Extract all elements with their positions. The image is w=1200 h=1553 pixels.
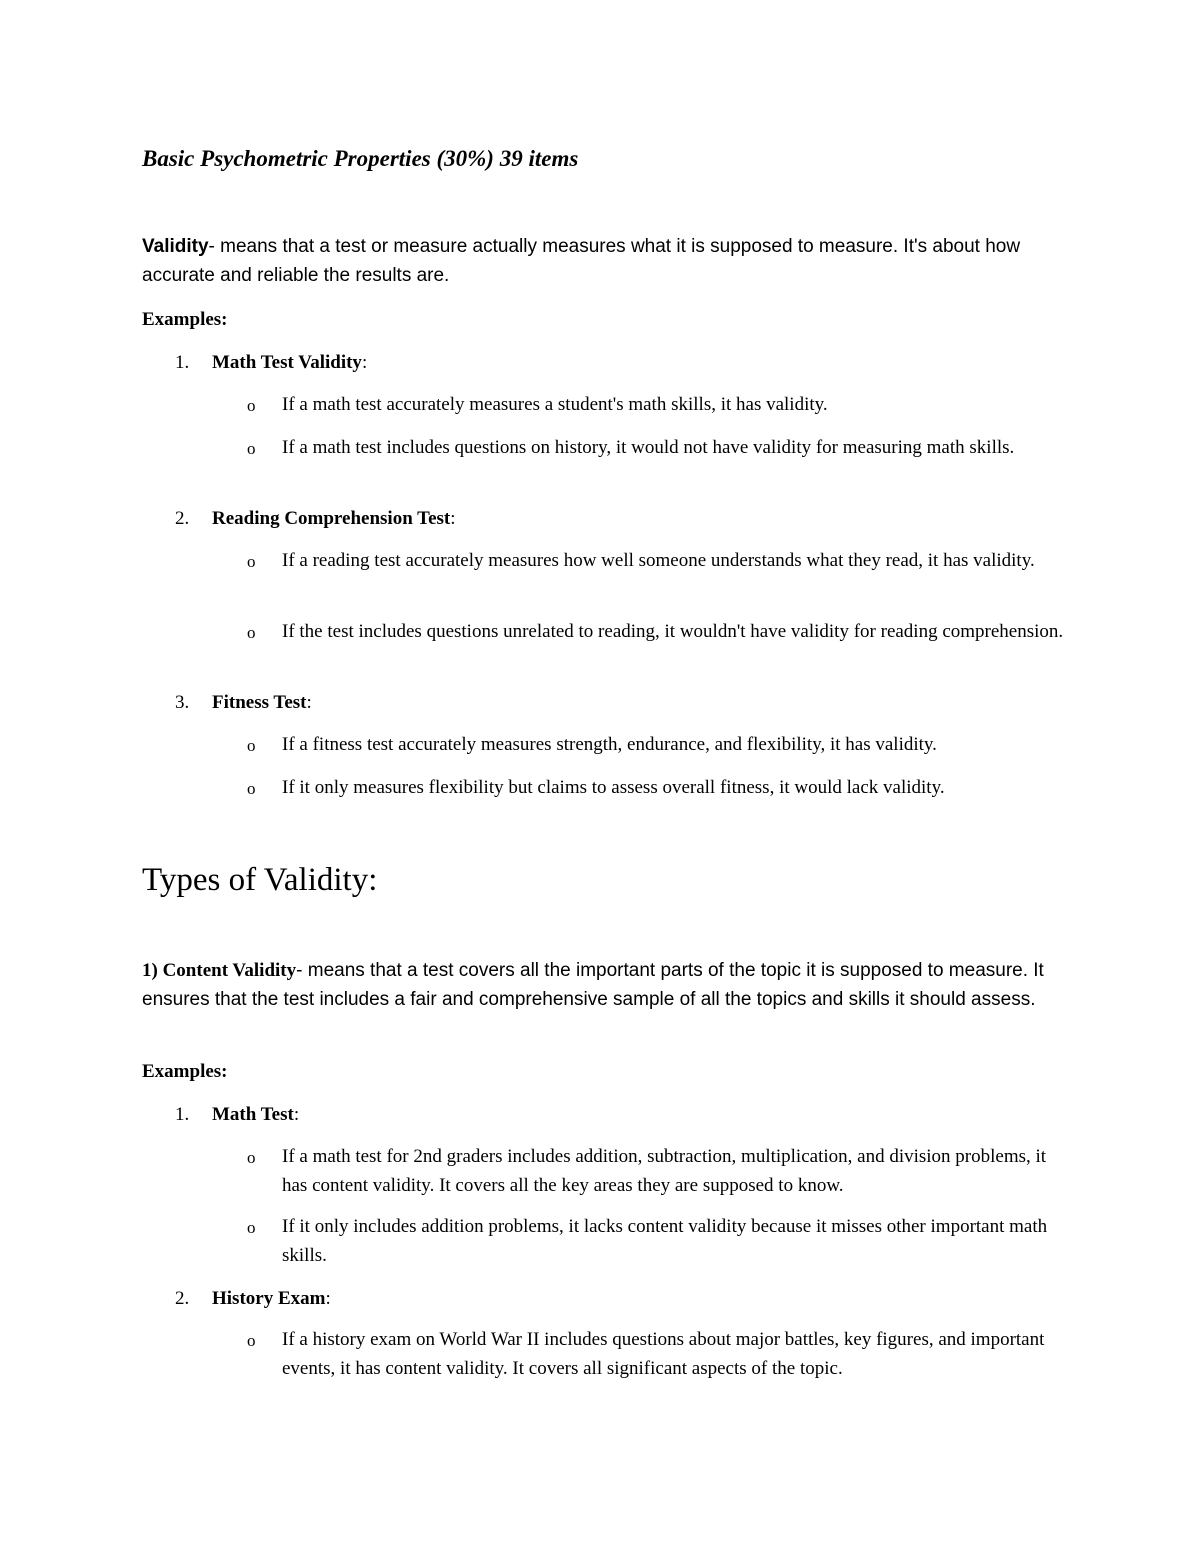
- list-item-title: Math Test Validity:: [212, 352, 368, 373]
- bullet-text: If the test includes questions unrelated to reading, it wouldn't have validity for reading comprehension.: [282, 621, 1064, 642]
- list-item-title: History Exam:: [212, 1288, 331, 1309]
- content-validity-definition-text: - means that a test covers all the important parts of the topic it is supposed to measure. It ensures that the test includes a fair and comprehensive sample of all the topics and skills it should assess.: [142, 960, 1044, 1010]
- bullet-marker: o: [247, 1331, 256, 1350]
- list-number: 1.: [175, 352, 190, 373]
- bullet-text: If a history exam on World War II includes questions about major battles, key figures, and important events, it has content validity. It covers all significant aspects of the topic.: [282, 1329, 1045, 1379]
- bullet-text: If a math test includes questions on history, it would not have validity for measuring math skills.: [282, 437, 1015, 458]
- bullet-text: If it only measures flexibility but claims to assess overall fitness, it would lack validity.: [282, 777, 945, 798]
- validity-term: Validity: [142, 236, 209, 257]
- bullet-marker: o: [247, 1218, 256, 1237]
- content-validity-definition: [142, 957, 1072, 1014]
- list-item-title: Math Test:: [212, 1104, 300, 1125]
- bullet-marker: o: [247, 552, 256, 571]
- bullet-text: If it only includes addition problems, it lacks content validity because it misses other important math skills.: [282, 1216, 1048, 1266]
- list-item-title: Fitness Test:: [212, 692, 312, 713]
- list-number: 2.: [175, 1288, 190, 1309]
- list-number: 3.: [175, 692, 190, 713]
- validity-definition-text: - means that a test or measure actually measures what it is supposed to measure. It's about how accurate and reliable the results are.: [142, 236, 1021, 286]
- list-number: 2.: [175, 508, 190, 529]
- bullet-marker: o: [247, 779, 256, 798]
- list-item-title: Reading Comprehension Test:: [212, 508, 456, 529]
- bullet-marker: o: [247, 396, 256, 415]
- document-title: Basic Psychometric Properties (30%) 39 items: [142, 146, 579, 171]
- bullet-text: If a math test for 2nd graders includes addition, subtraction, multiplication, and division problems, it has content validity. It covers all the key areas they are supposed to know.: [282, 1146, 1047, 1196]
- bullet-text: If a reading test accurately measures how well someone understands what they read, it has validity.: [282, 550, 1035, 571]
- bullet-marker: o: [247, 1148, 256, 1167]
- content-validity-term: 1) Content Validity: [142, 960, 297, 981]
- validity-definition: [142, 233, 1072, 290]
- bullet-marker: o: [247, 439, 256, 458]
- list-number: 1.: [175, 1104, 190, 1125]
- examples-label: Examples:: [142, 309, 228, 330]
- bullet-marker: o: [247, 623, 256, 642]
- bullet-marker: o: [247, 736, 256, 755]
- bullet-text: If a fitness test accurately measures strength, endurance, and flexibility, it has validity.: [282, 734, 937, 755]
- examples-label: Examples:: [142, 1061, 228, 1082]
- bullet-text: If a math test accurately measures a student's math skills, it has validity.: [282, 394, 828, 415]
- section-heading: Types of Validity:: [142, 862, 378, 898]
